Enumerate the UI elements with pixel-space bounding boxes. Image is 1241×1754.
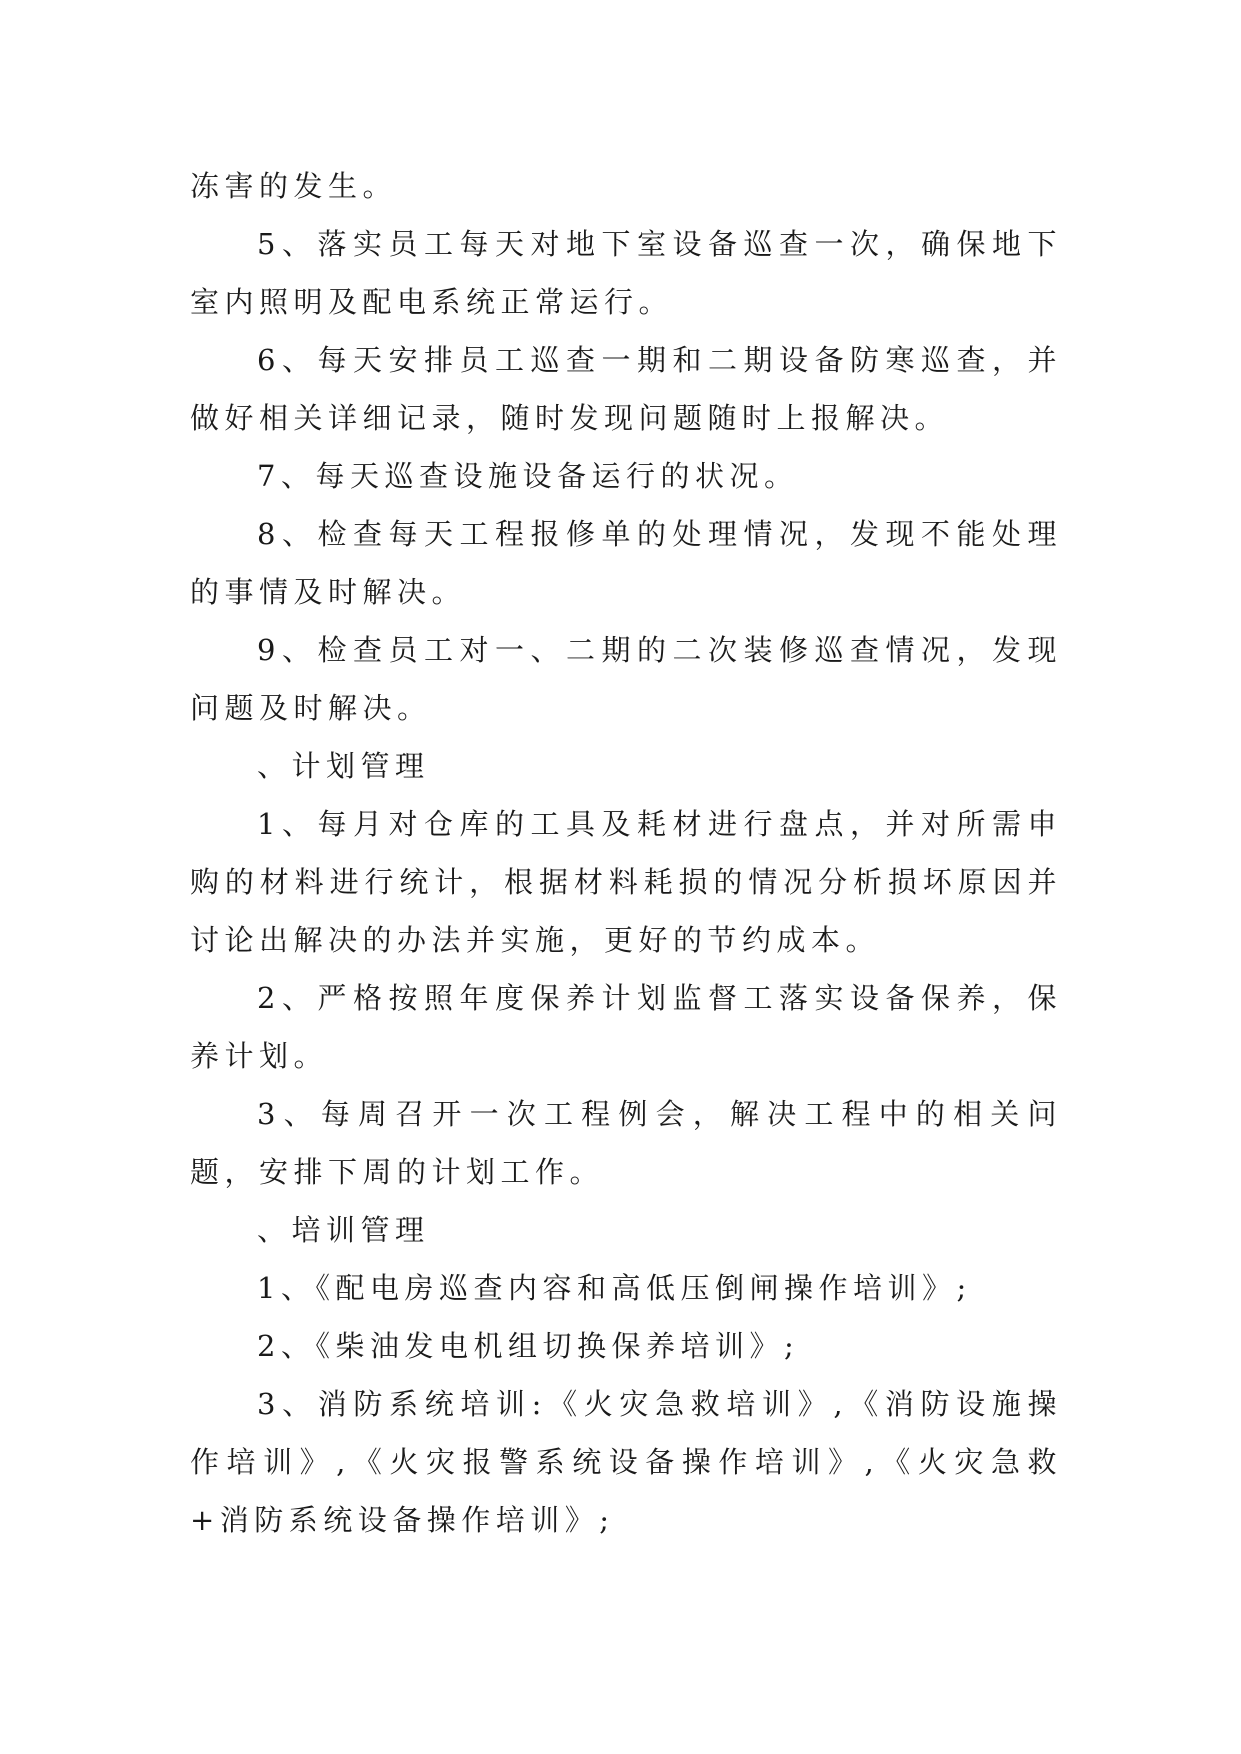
- paragraph-item-8: 8、检查每天工程报修单的处理情况，发现不能处理的事情及时解决。: [190, 517, 1062, 609]
- paragraph-training-1: 1、《配电房巡查内容和高低压倒闸操作培训》;: [257, 1271, 972, 1305]
- paragraph-continuation: 冻害的发生。: [190, 169, 398, 203]
- paragraph-item-7: 7、每天巡查设施设备运行的状况。: [257, 459, 799, 493]
- paragraph-item-6: 6、每天安排员工巡查一期和二期设备防寒巡查，并做好相关详细记录，随时发现问题随时上报解决。: [190, 343, 1062, 435]
- paragraph-training-3: 3、消防系统培训:《火灾急救培训》,《消防设施操作培训》,《火灾报警系统设备操作培训》,《火灾急救+消防系统设备操作培训》;: [190, 1387, 1062, 1537]
- paragraph-plan-3: 3、每周召开一次工程例会，解决工程中的相关问题，安排下周的计划工作。: [190, 1097, 1062, 1189]
- section-heading-plan: 、计划管理: [257, 749, 430, 783]
- paragraph-training-2: 2、《柴油发电机组切换保养培训》;: [257, 1329, 800, 1363]
- paragraph-plan-1: 1、每月对仓库的工具及耗材进行盘点，并对所需申购的材料进行统计，根据材料耗损的情况分析损坏原因并讨论出解决的办法并实施，更好的节约成本。: [190, 807, 1062, 957]
- paragraph-item-5: 5、落实员工每天对地下室设备巡查一次，确保地下室内照明及配电系统正常运行。: [190, 227, 1062, 319]
- paragraph-item-9: 9、检查员工对一、二期的二次装修巡查情况，发现问题及时解决。: [190, 633, 1062, 725]
- document-body: [190, 157, 1062, 1549]
- paragraph-plan-2: 2、严格按照年度保养计划监督工落实设备保养，保养计划。: [190, 981, 1062, 1073]
- section-heading-training: 、培训管理: [257, 1213, 430, 1247]
